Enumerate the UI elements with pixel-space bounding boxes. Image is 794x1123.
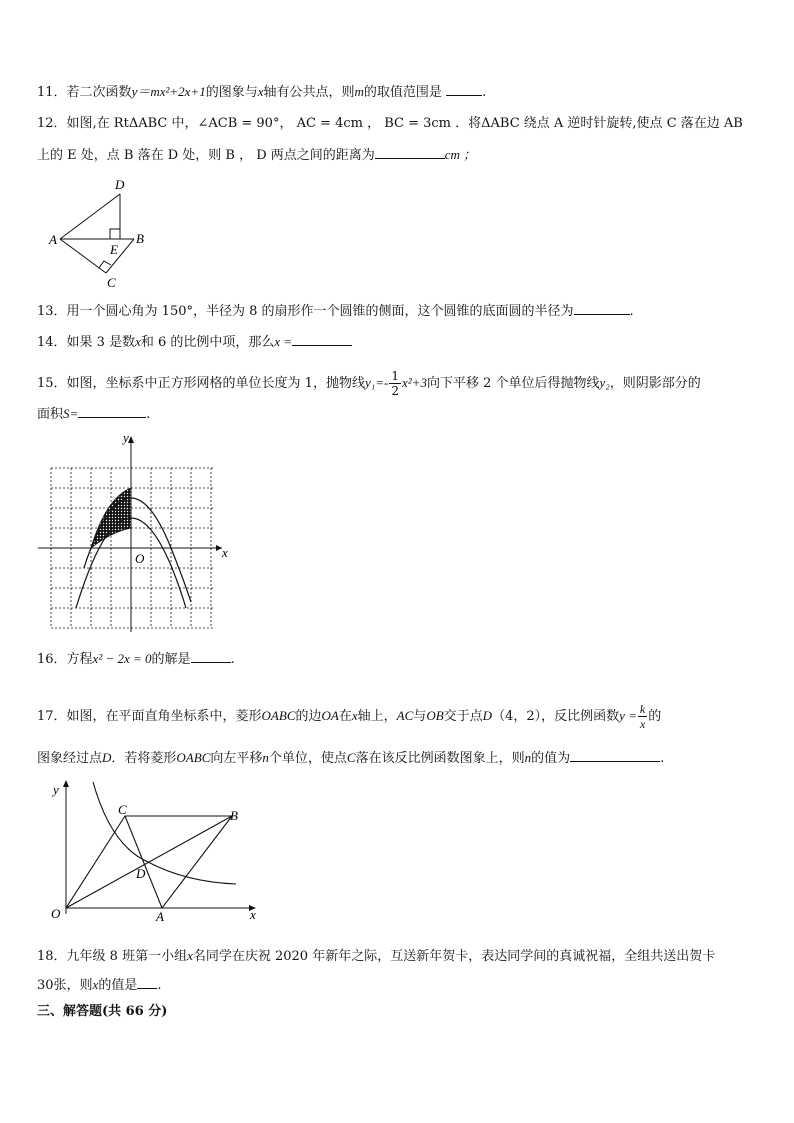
equation: x² − 2x = 0 [92,651,152,666]
question-12-line-1: 12．如图,在 RtΔABC 中，∠ACB = 90°， AC = 4cm ， BC = 3cm ．将ΔABC 绕点 A 逆时针旋转,使点 C 落在边 AB [37,116,743,131]
label-B: B [136,231,144,246]
question-17-line-1: 17．如图，在平面直角坐标系中，菱形OABC的边OA在x轴上，AC与OB交于点D（4，2），反比例函数y = $\frac{k}{x}$ 的 [37,702,662,731]
question-11: 11．若二次函数y＝mx²+2x+1的图象与x轴有公共点，则m的取值范围是 . [37,84,487,100]
answer-blank[interactable] [191,650,231,663]
label-B: B [230,808,238,823]
label-D: D [115,177,125,192]
fraction-one-half: $\frac{1}{2}$ [391,369,399,398]
quadratic-expression: y＝mx²+2x+1 [131,84,206,99]
hyperbola [93,782,236,884]
label-A: A [156,909,164,924]
question-17-line-2: 图象经过点D．若将菱形OABC向左平移n个单位，使点C落在该反比例函数图象上，则n的值为 . [37,750,665,766]
question-13: 13．用一个圆心角为 150°，半径为 8 的扇形作一个圆锥的侧面，这个圆锥的底面圆的半径为 . [37,304,634,319]
label-x: x [250,907,256,922]
label-A: A [49,232,57,247]
answer-blank[interactable] [375,146,445,159]
label-y: y [123,432,129,445]
question-15-line-2: 面积S= . [37,406,151,422]
label-O: O [135,551,145,566]
question-16: 16．方程x² − 2x = 0的解是 . [37,651,235,667]
answer-blank[interactable] [574,302,630,315]
rhombus-hyperbola-figure [36,774,266,924]
answer-blank[interactable] [292,333,352,346]
label-D: D [136,866,146,881]
question-18-line-1: 18．九年级 8 班第一小组x名同学在庆祝 2020 年新年之际，互送新年贺卡，表达同学间的真诚祝福，全组共送出贺卡 [37,948,716,964]
label-y: y [53,782,59,797]
question-15-line-1: 15．如图，坐标系中正方形网格的单位长度为 1，抛物线y₁=- $\frac{1}{2}$ x²+3向下平移 2 个单位后得抛物线y₂，则阴影部分的 [37,369,701,398]
answer-blank[interactable] [137,976,157,989]
question-14: 14．如果 3 是数x和 6 的比例中项，那么x = [37,333,352,352]
question-number: 11． [37,85,67,100]
label-E: E [110,242,118,257]
question-18-line-2: 30张，则x的值是 . [37,977,162,993]
answer-blank[interactable] [446,83,482,96]
label-O: O [51,906,61,921]
answer-blank[interactable] [570,749,660,762]
label-x: x [222,545,228,560]
fraction-k-over-x: $\frac{k}{x}$ [639,702,646,731]
diagonal-AC [125,816,162,908]
answer-blank[interactable] [78,405,146,418]
question-12-line-2: 上的 E 处，点 B 落在 D 处，则 B ， D 两点之间的距离为 cm ； [37,147,477,163]
parabola-grid-figure [36,432,232,634]
triangle-rotation-figure [40,172,160,294]
label-C: C [107,275,116,290]
section-heading: 三、解答题(共 66 分) [37,1004,168,1019]
label-C: C [118,802,127,817]
